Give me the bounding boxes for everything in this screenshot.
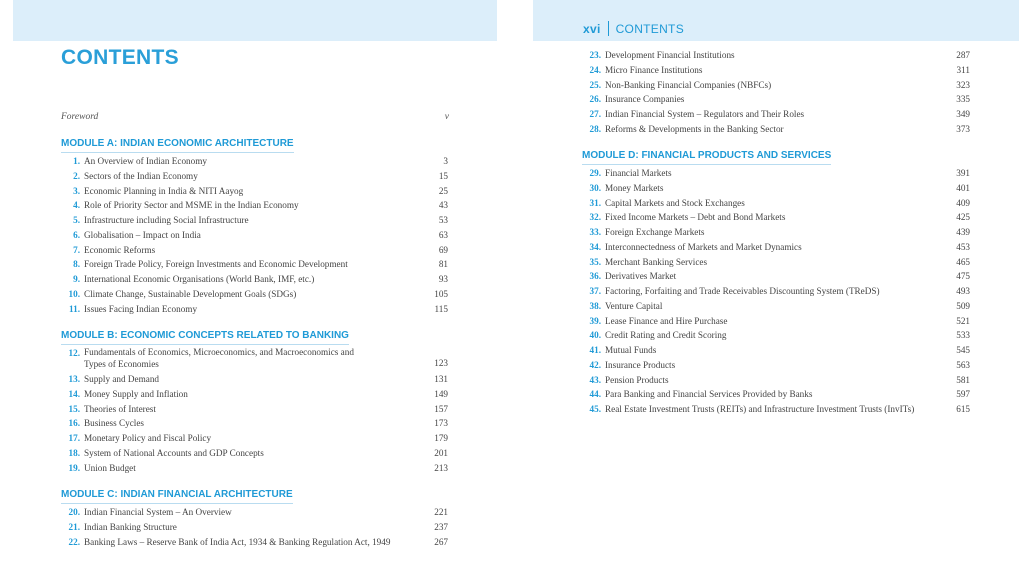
chapter-page: 323 [956, 79, 970, 90]
chapter-number: 23. [589, 50, 601, 60]
chapter-title: Credit Rating and Credit Scoring [605, 330, 727, 341]
chapter-title: An Overview of Indian Economy [84, 156, 207, 166]
chapter-number: 42. [589, 359, 601, 370]
chapter-number: 1. [73, 156, 80, 166]
chapter-number: 17. [68, 433, 80, 443]
chapter-number: 3. [73, 185, 80, 196]
toc-entry[interactable] [65, 198, 448, 213]
chapter-title: Capital Markets and Stock Exchanges [605, 197, 745, 208]
toc-entry[interactable] [586, 314, 970, 329]
toc-entry[interactable] [65, 431, 448, 446]
chapter-page: 267 [434, 536, 448, 547]
chapter-title-line-1: Fundamentals of Economics, Microeconomics, and Macroeconomics and [84, 347, 354, 357]
toc-entry[interactable] [586, 48, 970, 63]
module-d-list [586, 166, 970, 417]
chapter-page: 493 [956, 286, 970, 296]
chapter-page: 149 [434, 388, 448, 399]
chapter-title: Insurance Products [605, 359, 676, 370]
chapter-title: Real Estate Investment Trusts (REITs) and Infrastructure Investment Trusts (InvITs) [605, 404, 915, 414]
chapter-number: 29. [589, 168, 601, 178]
chapter-page: 25 [438, 185, 448, 196]
chapter-title: Financial Markets [605, 168, 672, 178]
toc-entry[interactable] [65, 535, 448, 550]
toc-entry[interactable] [65, 243, 448, 258]
toc-entry[interactable] [65, 184, 448, 199]
header-band [13, 0, 497, 41]
chapter-page: 221 [434, 507, 448, 517]
chapter-number: 37. [589, 286, 601, 296]
page-number: xvi [583, 21, 601, 36]
chapter-page: 521 [956, 315, 970, 326]
chapter-title: Development Financial Institutions [605, 50, 735, 60]
chapter-title: Monetary Policy and Fiscal Policy [84, 433, 212, 443]
foreword-page: v [444, 112, 449, 122]
chapter-page: 287 [956, 50, 970, 60]
chapter-title: System of National Accounts and GDP Concepts [84, 447, 264, 458]
chapter-number: 6. [73, 229, 80, 240]
foreword-entry[interactable] [61, 112, 449, 122]
toc-entry[interactable] [65, 446, 448, 461]
chapter-number: 44. [589, 389, 601, 400]
toc-entry[interactable] [65, 416, 448, 431]
chapter-number: 43. [589, 374, 601, 385]
chapter-number: 12. [68, 348, 80, 358]
chapter-page: 349 [956, 109, 970, 119]
chapter-number: 27. [589, 109, 601, 119]
toc-entry[interactable] [586, 284, 970, 299]
chapter-page: 63 [438, 229, 448, 240]
toc-entry[interactable] [586, 358, 970, 373]
right-page [533, 0, 1019, 587]
chapter-number: 9. [73, 274, 80, 284]
chapter-title [84, 347, 354, 370]
toc-entry[interactable] [65, 169, 448, 184]
toc-entry[interactable] [586, 343, 970, 358]
chapter-page: 409 [956, 197, 970, 208]
chapter-number: 16. [68, 418, 80, 429]
toc-entry[interactable] [65, 372, 448, 387]
chapter-number: 40. [589, 330, 601, 341]
header-divider [608, 21, 609, 36]
chapter-number: 7. [73, 244, 80, 255]
chapter-title: Union Budget [84, 462, 136, 473]
chapter-page: 201 [434, 447, 448, 458]
chapter-title: Role of Priority Sector and MSME in the Indian Economy [84, 200, 299, 211]
chapter-title: Sectors of the Indian Economy [84, 170, 198, 181]
toc-entry[interactable] [65, 346, 448, 371]
chapter-page: 373 [956, 123, 970, 134]
chapter-title: International Economic Organisations (World Bank, IMF, etc.) [84, 274, 315, 284]
chapter-number: 18. [68, 447, 80, 458]
chapter-page: 105 [434, 288, 448, 299]
module-a-list [65, 154, 448, 316]
chapter-title: Issues Facing Indian Economy [84, 303, 198, 314]
chapter-title: Pension Products [605, 374, 669, 385]
chapter-title: Globalisation – Impact on India [84, 229, 201, 240]
module-b-list [65, 346, 448, 371]
chapter-title: Reforms & Developments in the Banking Sector [605, 123, 784, 134]
left-page [13, 0, 497, 587]
module-b-list-continued [65, 372, 448, 475]
chapter-title: Money Markets [605, 182, 664, 193]
chapter-title: Foreign Exchange Markets [605, 227, 705, 237]
chapter-number: 24. [589, 64, 601, 75]
chapter-number: 4. [73, 200, 80, 211]
chapter-number: 41. [589, 345, 601, 355]
toc-entry[interactable] [65, 387, 448, 402]
chapter-title: Indian Financial System – Regulators and Their Roles [605, 109, 805, 119]
chapter-title: Economic Planning in India & NITI Aayog [84, 185, 244, 196]
chapter-page: 425 [956, 212, 970, 223]
module-a-heading: MODULE A: INDIAN ECONOMIC ARCHITECTURE [61, 138, 294, 153]
chapter-page: 615 [956, 404, 970, 414]
chapter-title: Indian Banking Structure [84, 521, 177, 532]
chapter-title: Business Cycles [84, 418, 144, 429]
toc-entry[interactable] [586, 78, 970, 93]
chapter-number: 11. [69, 303, 80, 314]
chapter-number: 2. [73, 170, 80, 181]
chapter-number: 25. [589, 79, 601, 90]
toc-entry[interactable] [65, 154, 448, 169]
chapter-title: Venture Capital [605, 300, 663, 311]
chapter-number: 14. [68, 388, 80, 399]
chapter-title: Economic Reforms [84, 244, 156, 255]
toc-entry[interactable] [586, 387, 970, 402]
chapter-number: 31. [589, 197, 601, 208]
chapter-number: 38. [589, 300, 601, 311]
module-c-list [65, 505, 448, 549]
chapter-page: 465 [956, 256, 970, 267]
chapter-number: 39. [589, 315, 601, 326]
chapter-title: Factoring, Forfaiting and Trade Receivables Discounting System (TReDS) [605, 286, 880, 296]
toc-entry[interactable] [65, 272, 448, 287]
chapter-page: 453 [956, 241, 970, 252]
chapter-title: Mutual Funds [605, 345, 657, 355]
chapter-page: 15 [438, 170, 448, 181]
toc-entry[interactable] [65, 505, 448, 520]
chapter-title-line-2: Types of Economies [84, 358, 159, 369]
chapter-page: 213 [434, 462, 448, 473]
chapter-page: 123 [434, 358, 448, 368]
toc-entry[interactable] [65, 287, 448, 302]
chapter-title: Supply and Demand [84, 374, 160, 384]
chapter-title: Banking Laws – Reserve Bank of India Act, 1934 & Banking Regulation Act, 1949 [84, 536, 391, 547]
toc-entry[interactable] [586, 373, 970, 388]
toc-entry[interactable] [65, 213, 448, 228]
chapter-title: Fixed Income Markets – Debt and Bond Markets [605, 212, 786, 223]
chapter-title: Infrastructure including Social Infrastructure [84, 215, 249, 225]
chapter-page: 475 [956, 271, 970, 282]
chapter-number: 5. [73, 215, 80, 225]
chapter-title: Indian Financial System – An Overview [84, 507, 232, 517]
toc-entry[interactable] [586, 122, 970, 137]
chapter-title: Para Banking and Financial Services Provided by Banks [605, 389, 813, 400]
toc-entry[interactable] [586, 196, 970, 211]
toc-entry[interactable] [586, 92, 970, 107]
chapter-page: 401 [956, 182, 970, 193]
toc-entry[interactable] [586, 210, 970, 225]
toc-entry[interactable] [65, 461, 448, 476]
chapter-page: 115 [434, 303, 448, 314]
toc-entry[interactable] [65, 402, 448, 417]
chapter-page: 439 [956, 227, 970, 237]
module-c-list-continued [586, 48, 970, 137]
chapter-title: Derivatives Market [605, 271, 677, 282]
chapter-page: 533 [956, 330, 970, 341]
chapter-number: 34. [589, 241, 601, 252]
chapter-page: 81 [438, 259, 448, 270]
chapter-title: Interconnectedness of Markets and Market Dynamics [605, 241, 802, 252]
chapter-title: Foreign Trade Policy, Foreign Investments and Economic Development [84, 259, 348, 270]
toc-entry[interactable] [586, 328, 970, 343]
chapter-page: 179 [434, 433, 448, 443]
chapter-title: Money Supply and Inflation [84, 388, 188, 399]
chapter-number: 15. [68, 403, 80, 414]
chapter-title: Non-Banking Financial Companies (NBFCs) [605, 79, 772, 90]
toc-entry[interactable] [586, 402, 970, 417]
chapter-number: 45. [589, 404, 601, 414]
foreword-label: Foreword [61, 112, 99, 122]
toc-entry[interactable] [65, 520, 448, 535]
module-b-heading: MODULE B: ECONOMIC CONCEPTS RELATED TO BANKING [61, 330, 349, 345]
toc-entry[interactable] [65, 302, 448, 317]
page-title: CONTENTS [61, 46, 179, 69]
chapter-page: 157 [434, 403, 448, 414]
chapter-title: Insurance Companies [605, 94, 685, 105]
chapter-page: 131 [434, 374, 448, 384]
chapter-title: Lease Finance and Hire Purchase [605, 315, 728, 326]
chapter-number: 35. [589, 256, 601, 267]
chapter-page: 43 [438, 200, 448, 211]
chapter-number: 28. [589, 123, 601, 134]
chapter-number: 13. [68, 374, 80, 384]
toc-entry[interactable] [586, 299, 970, 314]
chapter-page: 335 [956, 94, 970, 105]
chapter-title: Climate Change, Sustainable Development Goals (SDGs) [84, 288, 297, 299]
toc-entry[interactable] [586, 225, 970, 240]
chapter-page: 509 [956, 300, 970, 311]
chapter-number: 26. [589, 94, 601, 105]
chapter-page: 53 [438, 215, 448, 225]
chapter-number: 10. [68, 288, 80, 299]
chapter-page: 237 [434, 521, 448, 532]
chapter-page: 391 [956, 168, 970, 178]
chapter-page: 173 [434, 418, 448, 429]
chapter-title: Micro Finance Institutions [605, 64, 703, 75]
toc-entry[interactable] [586, 240, 970, 255]
toc-entry[interactable] [586, 181, 970, 196]
toc-entry[interactable] [586, 255, 970, 270]
chapter-number: 33. [589, 227, 601, 237]
chapter-page: 597 [956, 389, 970, 400]
chapter-page: 563 [956, 359, 970, 370]
toc-entry[interactable] [586, 107, 970, 122]
toc-entry[interactable] [586, 269, 970, 284]
chapter-number: 19. [68, 462, 80, 473]
chapter-page: 545 [956, 345, 970, 355]
chapter-page: 69 [438, 244, 448, 255]
running-header-title: CONTENTS [615, 21, 684, 36]
chapter-number: 32. [589, 212, 601, 223]
chapter-page: 93 [438, 274, 448, 284]
chapter-number: 21. [68, 521, 80, 532]
chapter-page: 311 [956, 64, 970, 75]
chapter-number: 30. [589, 182, 601, 193]
toc-entry[interactable] [586, 166, 970, 181]
chapter-page: 581 [956, 374, 970, 385]
chapter-number: 8. [73, 259, 80, 270]
module-d-heading: MODULE D: FINANCIAL PRODUCTS AND SERVICES [582, 150, 831, 165]
toc-entry[interactable] [65, 257, 448, 272]
toc-entry[interactable] [65, 228, 448, 243]
toc-entry[interactable] [586, 63, 970, 78]
chapter-number: 20. [68, 507, 80, 517]
chapter-title: Theories of Interest [84, 403, 156, 414]
module-c-heading: MODULE C: INDIAN FINANCIAL ARCHITECTURE [61, 489, 293, 504]
chapter-number: 22. [68, 536, 80, 547]
chapter-number: 36. [589, 271, 601, 282]
running-header [583, 21, 684, 36]
chapter-page: 3 [443, 156, 448, 166]
chapter-title: Merchant Banking Services [605, 256, 708, 267]
